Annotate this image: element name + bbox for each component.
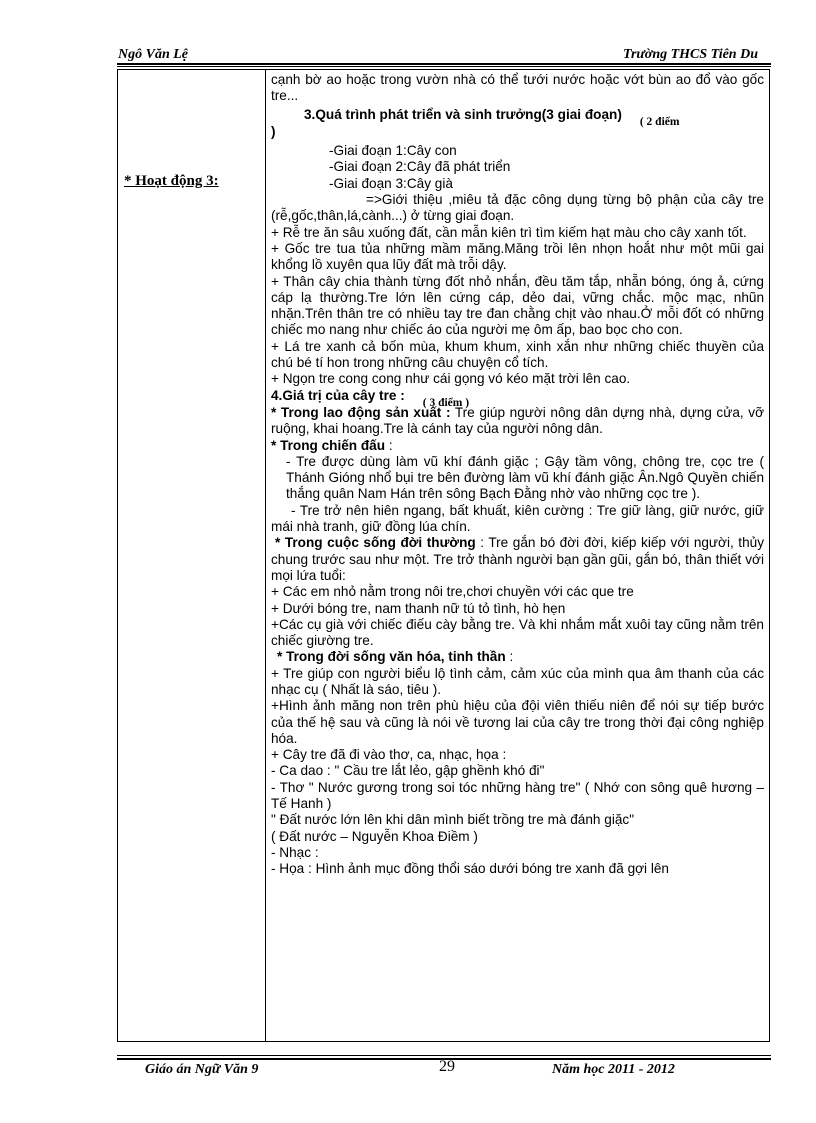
column-divider <box>265 70 266 1041</box>
header-rule-thin <box>117 66 771 67</box>
paragraph: + Ngọn tre cong cong như cái gọng vó kéo mặt trời lên cao. <box>271 371 631 387</box>
list-item: + Dưới bóng tre, nam thanh nữ tú tỏ tình, hò hẹn <box>271 600 566 616</box>
footer-rule-thin <box>117 1055 771 1056</box>
stage-item: -Giai đoạn 2:Cây đã phát triển <box>329 159 511 175</box>
header-rule <box>117 63 771 65</box>
paragraph: * Trong lao động sản xuất : Tre giúp người nông dân dựng nhà, dựng cửa, vỡ ruộng, khai hoang.Tre là cánh tay của người nông dân. <box>271 404 764 437</box>
footer-right: Năm học 2011 - 2012 <box>552 1062 675 1077</box>
list-item: +Các cụ già với chiếc điếu cày bằng tre. Và khi nhắm mắt xuôi tay cũng nằm trên chiếc giường tre. <box>271 616 764 649</box>
subheading: * Trong đời sống văn hóa, tinh thần : <box>277 649 514 665</box>
list-item: - Thơ " Nước gương trong soi tóc những hàng tre" ( Nhớ con sông quê hương – Tế Hanh ) <box>271 779 764 812</box>
paragraph: - Tre được dùng làm vũ khí đánh giặc ; Gậy tầm vông, chông tre, cọc tre ( Thánh Gióng nhổ bụi tre bên đường làm vũ khí đánh giặc Ân.Ngô Quyền chiến thắng quân Nam Hán trên sông Bạch Đằng nhờ vào những cọc tre ). <box>286 453 764 502</box>
list-item: - Nhạc : <box>271 844 319 860</box>
paragraph: + Thân cây chia thành từng đốt nhỏ nhắn, đều tăm tắp, nhẵn bóng, óng ả, cứng cáp lạ thường.Tre lớn lên cứng cáp, dẻo dai, vững chắc. mộc mạc, nhũn nhặn.Trên thân tre có nhiều tay tre đan chằng chịt vào nhau.Ở mỗi đốt có những chiếc mo nang như chiếc áo của người mẹ ôm ấp, bao bọc cho con. <box>271 273 764 338</box>
paragraph: - Tre trở nên hiên ngang, bất khuất, kiên cường : Tre giữ làng, giữ nước, giữ mái nhà tranh, giữ đồng lúa chín. <box>271 502 764 535</box>
section-heading-3: 3.Quá trình phát triển và sinh trưởng(3 giai đoạn) ( 2 điểm <box>271 107 764 124</box>
list-item: + Các em nhỏ nằm trong nôi tre,chơi chuyền với các que tre <box>271 584 634 600</box>
list-item: - Ca dao : " Cầu tre lắt lẻo, gập ghềnh khó đi" <box>271 763 545 779</box>
paragraph: + Rễ tre ăn sâu xuống đất, cần mẫn kiên trì tìm kiếm hạt màu cho cây xanh tốt. <box>271 224 747 240</box>
paragraph: =>Giới thiệu ,miêu tả đặc công dụng từng bộ phận của cây tre (rễ,gốc,thân,lá,cành...) ở từng giai đoạn. <box>271 192 764 224</box>
stage-item: -Giai đoạn 1:Cây con <box>329 143 457 159</box>
paragraph: + Tre giúp con người biểu lộ tình cảm, cảm xúc của mình qua âm thanh của các nhạc cụ ( Nhất là sáo, tiêu ). <box>271 665 764 697</box>
paragraph: cạnh bờ ao hoặc trong vườn nhà có thể tưới nước hoặc vớt bùn ao đổ vào gốc tre... <box>271 72 764 104</box>
section-heading-4: 4.Giá trị của cây tre : ( 3 điểm ) <box>271 388 764 405</box>
score-note: ( 3 điểm ) <box>422 396 470 409</box>
score-note: ( 2 điểm <box>639 115 680 128</box>
quote-source: ( Đất nước – Nguyễn Khoa Điềm ) <box>271 828 478 844</box>
list-item: - Họa : Hình ảnh mục đồng thổi sáo dưới bóng tre xanh đã gợi lên <box>271 861 669 877</box>
lesson-table <box>117 69 770 1042</box>
page-header-right: Trường THCS Tiên Du <box>622 47 758 62</box>
page-number: 29 <box>439 1058 455 1075</box>
paragraph: + Cây tre đã đi vào thơ, ca, nhạc, họa : <box>271 747 507 763</box>
activity-label: * Hoạt động 3: <box>124 173 219 189</box>
paragraph: + Lá tre xanh cả bốn mùa, khum khum, xinh xắn như những chiếc thuyền của chú bé tí hon trong những câu chuyện cổ tích. <box>271 338 764 371</box>
paragraph: +Hình ảnh măng non trên phù hiệu của đội viên thiếu niên để nói sự tiếp bước của thế hệ sau và cũng là nói về tương lai của cây tre trong thời đại công nghiệp hóa. <box>271 698 764 746</box>
quote: " Đất nước lớn lên khi dân mình biết trồng tre mà đánh giặc" <box>271 812 635 828</box>
paragraph: + Gốc tre tua tủa những mầm măng.Măng trồi lên nhọn hoắt như một mũi gai khổng lồ xuyên qua lũy đất mà trỗi dậy. <box>271 240 764 273</box>
lesson-content <box>271 72 764 878</box>
page-header-left: Ngô Văn Lệ <box>118 47 188 62</box>
footer-left: Giáo án Ngữ Văn 9 <box>145 1062 259 1077</box>
stage-item: -Giai đoạn 3:Cây già <box>329 175 453 191</box>
score-note-close: ) <box>271 123 276 139</box>
paragraph: * Trong cuộc sống đời thường : Tre gắn bó đời đời, kiếp kiếp với người, thủy chung trước sau như một. Tre trở thành người bạn gần gũi, gắn bó, thân thiết với mọi lứa tuổi: <box>271 535 764 583</box>
subheading: * Trong chiến đấu : <box>271 437 393 453</box>
